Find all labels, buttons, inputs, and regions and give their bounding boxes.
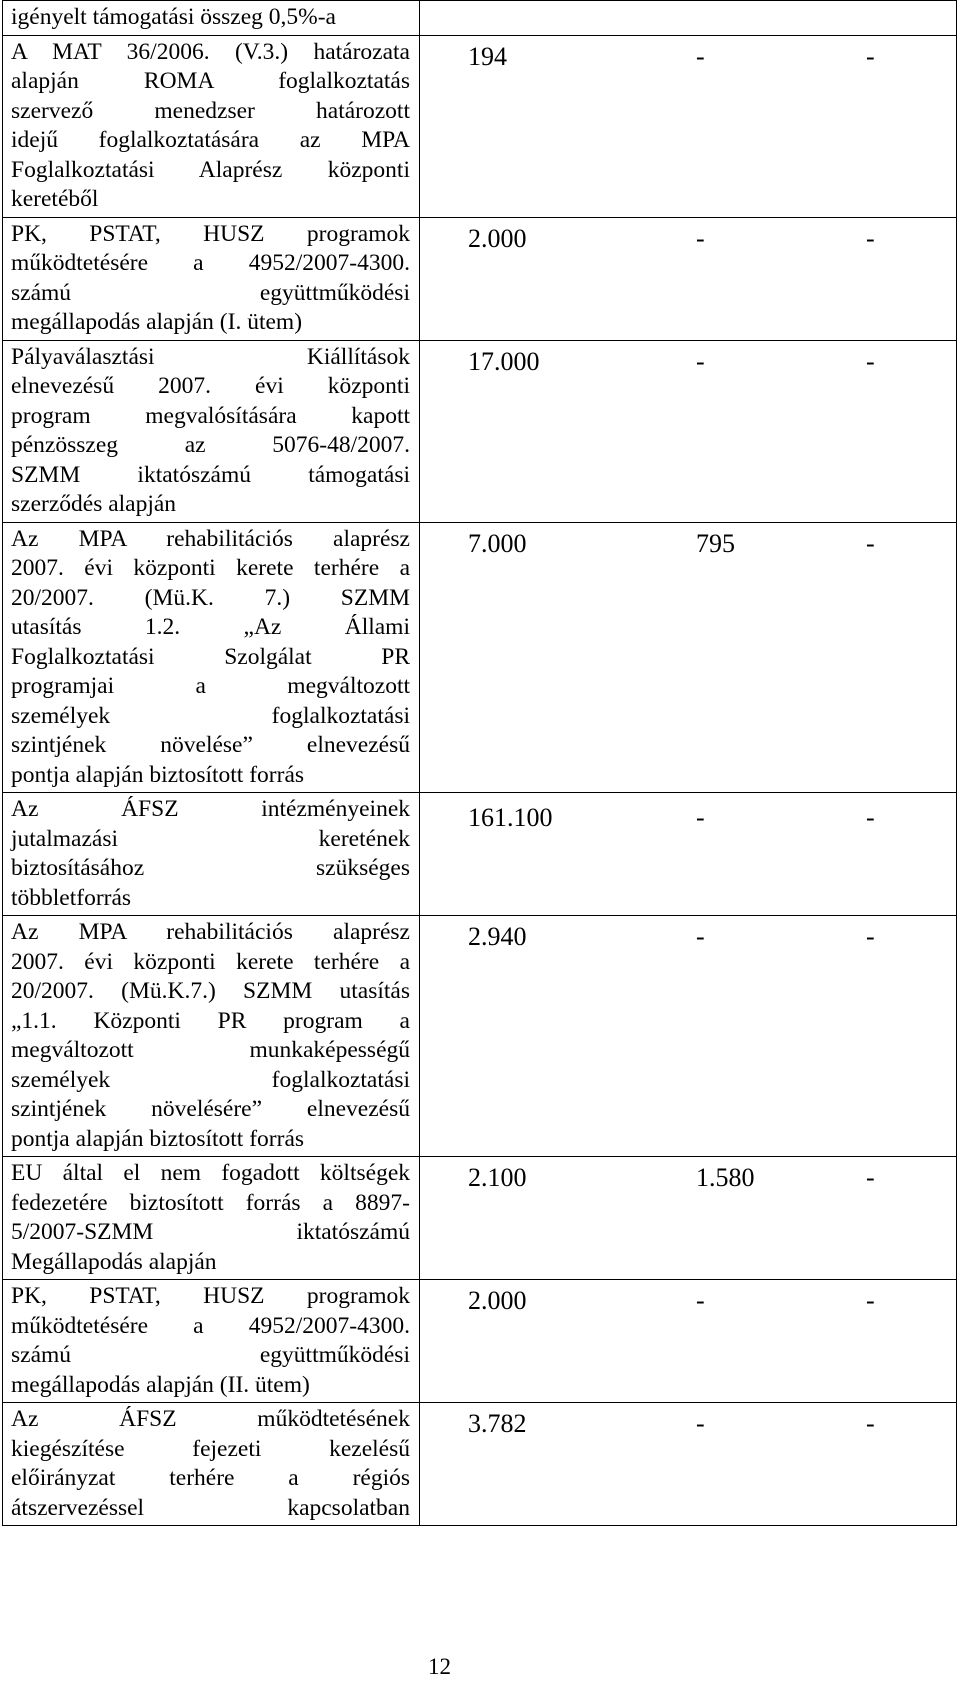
- description-line: 20/2007. (Mü.K. 7.) SZMM: [11, 584, 410, 611]
- row-amounts: [420, 1, 957, 36]
- description-line: pénzösszeg az 5076-48/2007.: [11, 432, 410, 458]
- table-body: [3, 1, 957, 1526]
- table-row: [3, 1, 957, 36]
- description-line: pontja alapján biztosított forrás: [11, 1125, 305, 1152]
- tertiary-value: -: [866, 346, 875, 376]
- table-row: [3, 1157, 957, 1280]
- description-line: pontja alapján biztosított forrás: [11, 761, 305, 788]
- row-amounts: [420, 1157, 957, 1280]
- description-line: működtetésére a 4952/2007-4300.: [11, 250, 410, 276]
- secondary-value: 795: [696, 528, 735, 558]
- description-line: Az MPA rehabilitációs alaprész: [11, 525, 410, 552]
- row-amounts: [420, 1280, 957, 1403]
- table-row: [3, 217, 957, 340]
- secondary-value: -: [696, 346, 705, 376]
- tertiary-value: -: [866, 223, 875, 253]
- description-line: 5/2007-SZMM iktatószámú: [11, 1219, 410, 1245]
- tertiary-value: -: [866, 1409, 875, 1438]
- secondary-value: -: [696, 223, 705, 253]
- row-amounts: [420, 793, 957, 916]
- description-line: személyek foglalkoztatási: [11, 702, 410, 729]
- description-line: Az MPA rehabilitációs alaprész: [11, 919, 410, 945]
- tertiary-value: -: [866, 1286, 875, 1315]
- row-amounts: [420, 1403, 957, 1526]
- row-description: [3, 340, 420, 522]
- amount-value: 2.000: [468, 223, 527, 253]
- row-description: [3, 35, 420, 217]
- secondary-value: -: [696, 803, 705, 832]
- description-line: Az ÁFSZ intézményeinek: [11, 796, 410, 822]
- description-line: utasítás 1.2. „Az Állami: [11, 614, 410, 640]
- row-amounts: [420, 340, 957, 522]
- description-line: számú együttműködési: [11, 1342, 410, 1368]
- description-line: átszervezéssel kapcsolatban: [11, 1494, 410, 1521]
- row-description: [3, 522, 420, 793]
- table-row: [3, 1403, 957, 1526]
- secondary-value: -: [696, 1286, 705, 1315]
- amount-value: 2.000: [468, 1286, 527, 1315]
- tertiary-value: -: [866, 1163, 875, 1192]
- amount-value: 17.000: [468, 346, 540, 376]
- row-description: [3, 1157, 420, 1280]
- description-line: megállapodás alapján (II. ütem): [11, 1371, 310, 1398]
- description-line: működtetésére a 4952/2007-4300.: [11, 1312, 410, 1339]
- description-line: EU által el nem fogadott költségek: [11, 1160, 410, 1186]
- appropriation-table: [2, 0, 957, 1526]
- table-row: [3, 340, 957, 522]
- description-line: 2007. évi központi kerete terhére a: [11, 555, 410, 581]
- tertiary-value: -: [866, 41, 875, 71]
- table-row: [3, 35, 957, 217]
- description-line: PK, PSTAT, HUSZ programok: [11, 220, 410, 247]
- amount-value: 7.000: [468, 528, 527, 558]
- description-line: szintjének növelése” elnevezésű: [11, 732, 410, 758]
- row-amounts: [420, 35, 957, 217]
- tertiary-value: -: [866, 922, 875, 951]
- description-line: SZMM iktatószámú támogatási: [11, 461, 410, 488]
- description-line: fedezetére biztosított forrás a 8897-: [11, 1189, 410, 1216]
- row-amounts: [420, 522, 957, 793]
- description-line: PK, PSTAT, HUSZ programok: [11, 1283, 410, 1309]
- description-line: alapján ROMA foglalkoztatás: [11, 68, 410, 94]
- tertiary-value: -: [866, 803, 875, 832]
- description-line: 20/2007. (Mü.K.7.) SZMM utasítás: [11, 978, 410, 1004]
- secondary-value: -: [696, 41, 705, 71]
- description-line: megváltozott munkaképességű: [11, 1037, 410, 1063]
- description-line: A MAT 36/2006. (V.3.) határozata: [11, 38, 410, 65]
- description-line: program megvalósítására kapott: [11, 402, 410, 429]
- row-description: [3, 1280, 420, 1403]
- row-description: [3, 217, 420, 340]
- amount-value: 2.940: [468, 922, 527, 951]
- description-line: Foglalkoztatási Szolgálat PR: [11, 643, 410, 670]
- row-amounts: [420, 217, 957, 340]
- description-line: Pályaválasztási Kiállítások: [11, 343, 410, 370]
- description-line: szervező menedzser határozott: [11, 97, 410, 124]
- table-row: [3, 916, 957, 1157]
- description-line: Az ÁFSZ működtetésének: [11, 1406, 410, 1432]
- table-row: [3, 522, 957, 793]
- page-number: 12: [428, 1654, 451, 1679]
- description-line: kiegészítése fejezeti kezelésű: [11, 1435, 410, 1462]
- table-row: [3, 793, 957, 916]
- tertiary-value: -: [866, 528, 875, 558]
- row-description: [3, 1403, 420, 1526]
- description-line: személyek foglalkoztatási: [11, 1066, 410, 1093]
- description-line: Foglalkoztatási Alaprész központi: [11, 156, 410, 183]
- secondary-value: -: [696, 1409, 705, 1438]
- amount-value: 194: [468, 41, 507, 71]
- description-line: „1.1. Központi PR program a: [11, 1007, 410, 1034]
- description-line: jutalmazási keretének: [11, 825, 410, 852]
- row-description: [3, 916, 420, 1157]
- secondary-value: 1.580: [696, 1163, 755, 1192]
- description-line: szerződés alapján: [11, 491, 177, 517]
- amount-value: 3.782: [468, 1409, 527, 1438]
- description-line: szintjének növelésére” elnevezésű: [11, 1096, 410, 1122]
- description-line: keretéből: [11, 186, 99, 212]
- amount-value: 161.100: [468, 803, 553, 832]
- description-line: többletforrás: [11, 884, 132, 911]
- row-description: [3, 1, 420, 36]
- description-line: előirányzat terhére a régiós: [11, 1465, 410, 1491]
- description-line: megállapodás alapján (I. ütem): [11, 309, 303, 335]
- table-row: [3, 1280, 957, 1403]
- row-description: [3, 793, 420, 916]
- description-line: igényelt támogatási összeg 0,5%-a: [11, 4, 336, 30]
- description-line: programjai a megváltozott: [11, 673, 410, 699]
- description-line: elnevezésű 2007. évi központi: [11, 373, 410, 399]
- description-line: idejű foglalkoztatására az MPA: [11, 127, 410, 153]
- description-line: számú együttműködési: [11, 279, 410, 306]
- amount-value: 2.100: [468, 1163, 527, 1192]
- description-line: 2007. évi központi kerete terhére a: [11, 948, 410, 975]
- secondary-value: -: [696, 922, 705, 951]
- description-line: biztosításához szükséges: [11, 855, 410, 881]
- description-line: Megállapodás alapján: [11, 1248, 217, 1275]
- row-amounts: [420, 916, 957, 1157]
